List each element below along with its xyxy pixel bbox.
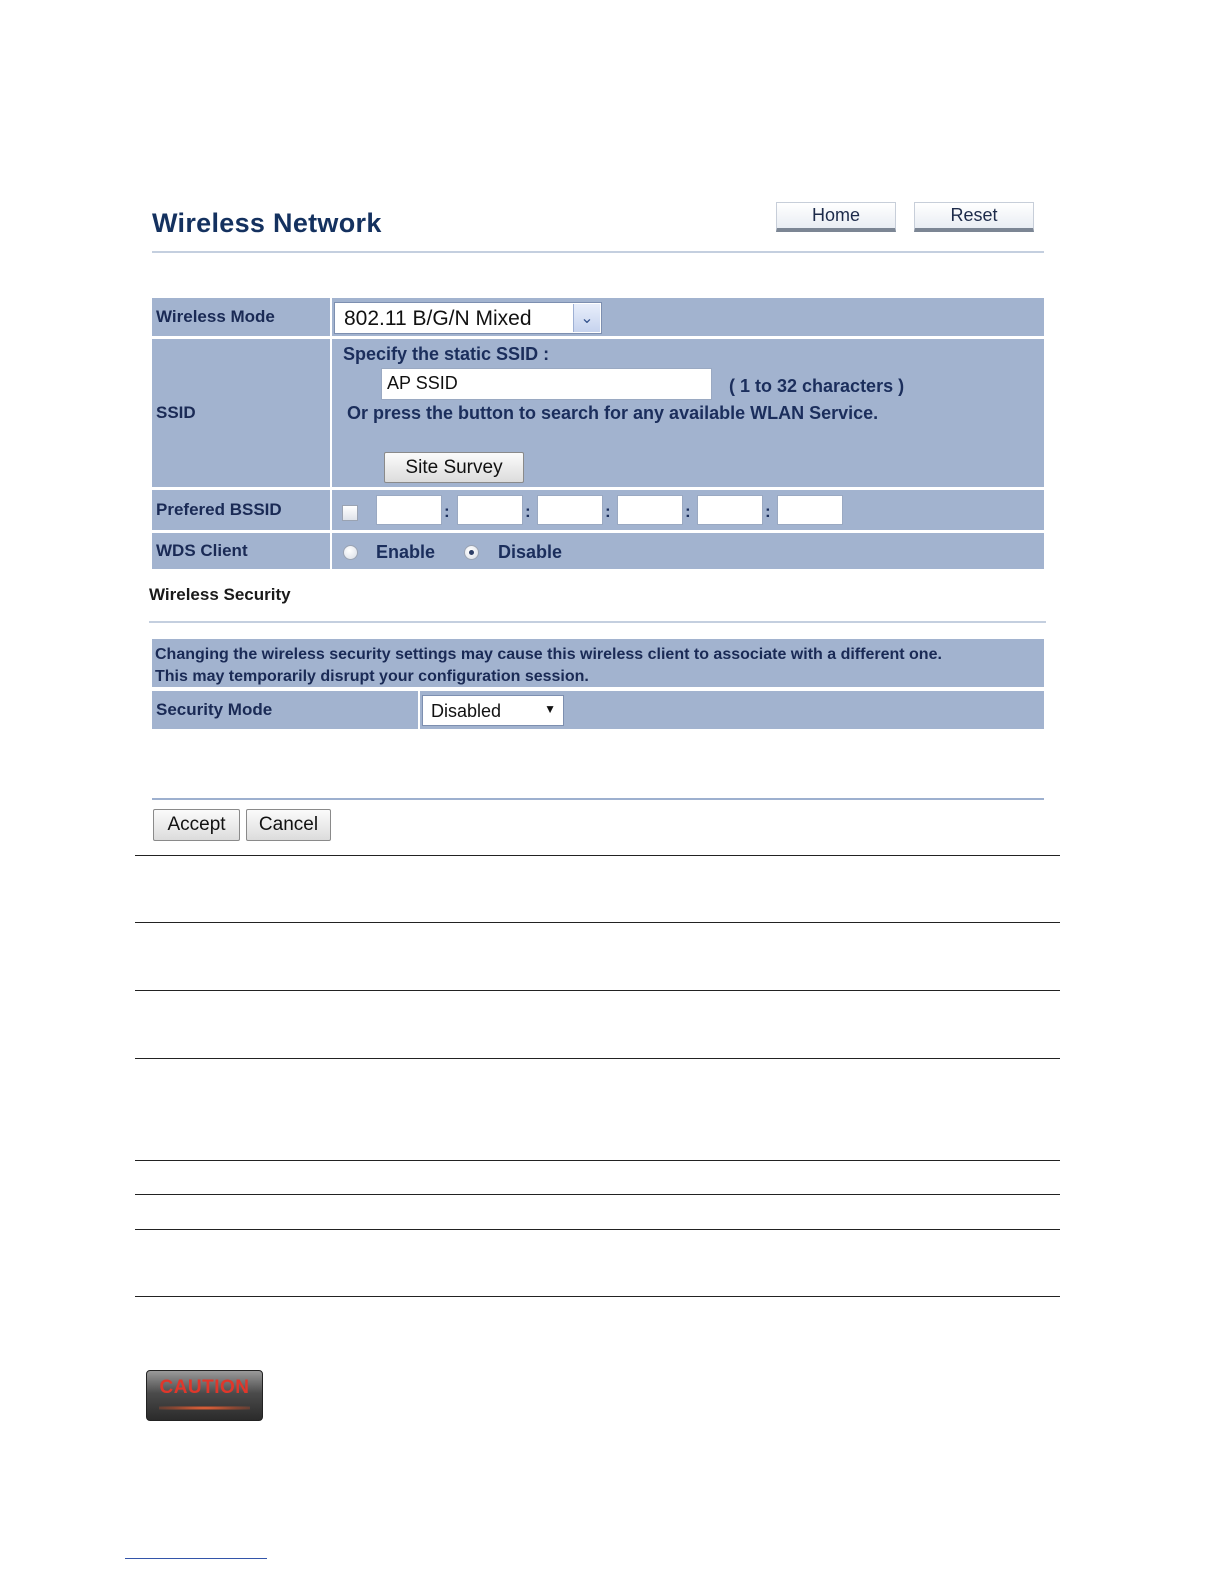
page-title: Wireless Network <box>152 208 382 238</box>
bssid-row <box>152 490 1044 530</box>
security-mode-row <box>152 691 1044 729</box>
column-divider <box>330 298 332 336</box>
caution-badge-icon <box>146 1370 263 1421</box>
wds-disable-radio[interactable] <box>464 545 479 560</box>
bssid-label: Prefered BSSID <box>156 500 282 519</box>
site-survey-button[interactable]: Site Survey <box>384 452 524 483</box>
ssid-row <box>152 339 1044 487</box>
column-divider <box>330 339 332 487</box>
bssid-field-4[interactable] <box>617 495 683 525</box>
table-rule <box>135 1058 1060 1059</box>
table-rule <box>135 990 1060 991</box>
table-rule <box>135 1194 1060 1195</box>
bssid-checkbox[interactable] <box>342 505 358 521</box>
wds-label: WDS Client <box>156 541 248 560</box>
bssid-field-5[interactable] <box>697 495 763 525</box>
reset-button[interactable]: Reset <box>914 202 1034 232</box>
table-rule <box>135 1229 1060 1230</box>
table-rule <box>135 855 1060 856</box>
bssid-colon: : <box>765 502 771 521</box>
bssid-field-6[interactable] <box>777 495 843 525</box>
wireless-mode-label: Wireless Mode <box>156 307 275 326</box>
security-notice-row <box>152 639 1044 687</box>
actions-divider <box>152 798 1044 800</box>
security-mode-select[interactable] <box>422 695 564 726</box>
caret-down-icon: ▼ <box>544 702 556 716</box>
wds-row <box>152 533 1044 569</box>
security-mode-value: Disabled <box>431 701 502 721</box>
security-notice-line1: Changing the wireless security settings may cause this wireless client to associate with a different one. <box>155 646 942 663</box>
bssid-colon: : <box>525 502 531 521</box>
ssid-label: SSID <box>156 403 196 422</box>
caution-glow <box>159 1406 250 1410</box>
bssid-field-2[interactable] <box>457 495 523 525</box>
bssid-colon: : <box>605 502 611 521</box>
wds-enable-label: Enable <box>376 542 436 562</box>
security-divider <box>149 621 1046 623</box>
column-divider <box>330 533 332 569</box>
bssid-field-3[interactable] <box>537 495 603 525</box>
wireless-mode-select[interactable] <box>334 302 602 334</box>
ssid-hint: ( 1 to 32 characters ) <box>729 376 905 396</box>
cancel-button[interactable]: Cancel <box>246 809 331 841</box>
caution-label: CAUTION <box>159 1377 250 1398</box>
ssid-prompt: Specify the static SSID : <box>343 344 550 364</box>
security-mode-label: Security Mode <box>156 700 273 719</box>
table-rule <box>135 1296 1060 1297</box>
chevron-down-icon: ⌄ <box>573 304 600 332</box>
wireless-mode-row <box>152 298 1044 336</box>
accept-button[interactable]: Accept <box>153 809 240 841</box>
column-divider <box>418 691 420 729</box>
table-rule <box>135 922 1060 923</box>
security-notice-line2: This may temporarily disrupt your configuration session. <box>155 668 589 685</box>
wds-disable-label: Disable <box>498 542 563 562</box>
wds-enable-radio[interactable] <box>343 545 358 560</box>
home-button[interactable]: Home <box>776 202 896 232</box>
header-divider <box>152 251 1044 253</box>
wireless-mode-value: 802.11 B/G/N Mixed <box>344 307 532 330</box>
bssid-colon: : <box>444 502 450 521</box>
bssid-field-1[interactable] <box>376 495 442 525</box>
ssid-or-text: Or press the button to search for any available WLAN Service. <box>347 403 879 423</box>
ssid-input[interactable]: AP SSID <box>381 368 712 400</box>
security-section-title: Wireless Security <box>149 585 291 604</box>
security-notice <box>155 644 942 688</box>
bssid-colon: : <box>685 502 691 521</box>
footnote-separator <box>125 1558 267 1559</box>
table-rule <box>135 1160 1060 1161</box>
column-divider <box>330 490 332 530</box>
